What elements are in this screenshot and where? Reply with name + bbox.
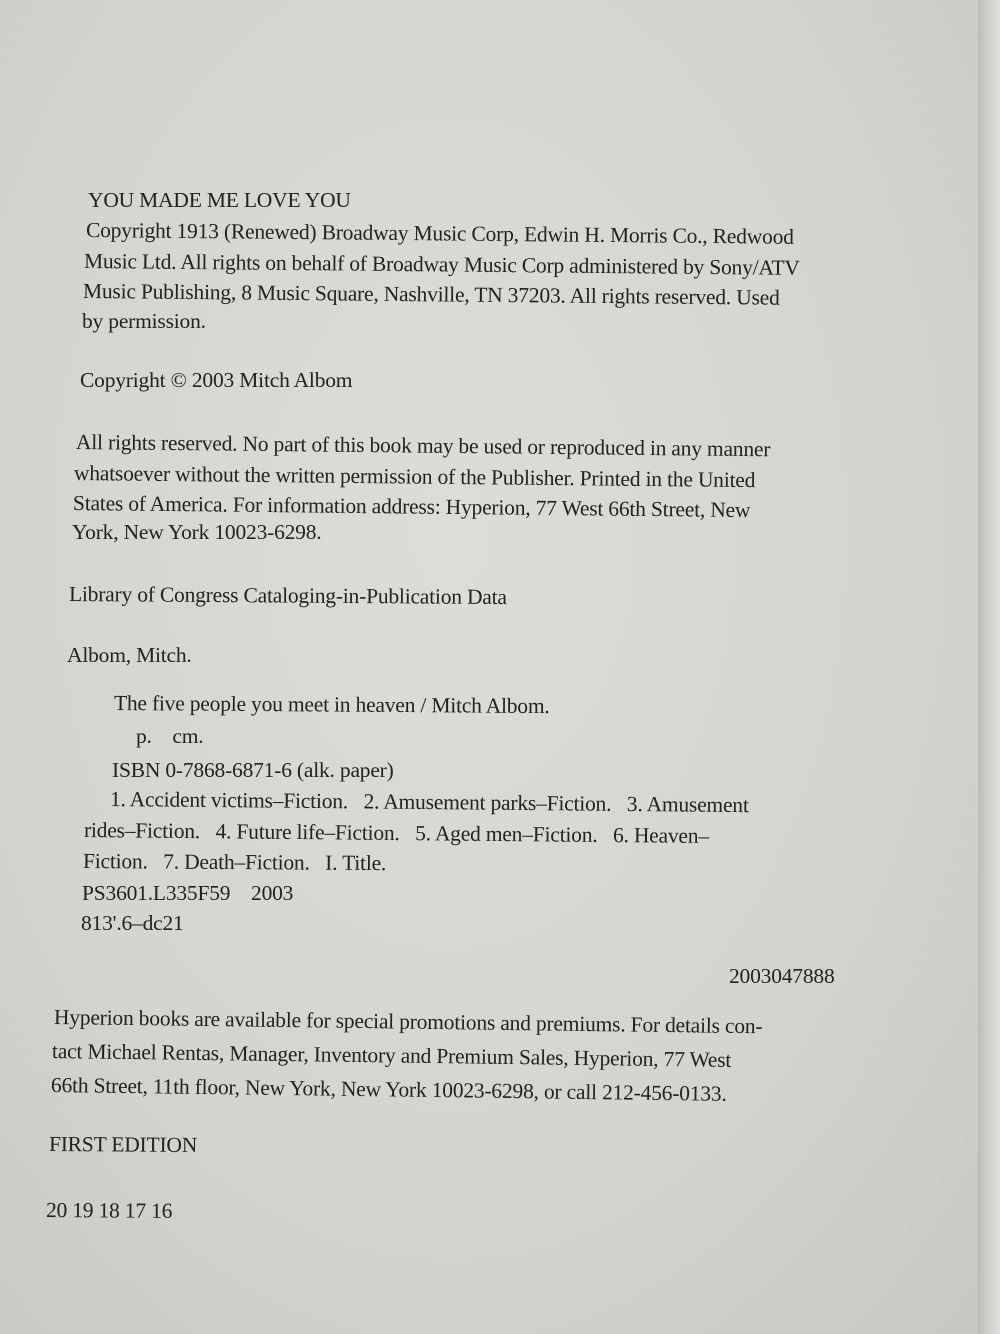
sales-line: tact Michael Rentas, Manager, Inventory and Premium Sales, Hyperion, 77 West [51, 1039, 732, 1072]
rights-line: York, New York 10023-6298. [72, 520, 322, 544]
cip-title: The five people you meet in heaven / Mitch Albom. [113, 691, 550, 719]
edition: FIRST EDITION [48, 1132, 198, 1158]
cip-lccn: 2003047888 [729, 964, 835, 988]
cip-dewey: 813'.6–dc21 [81, 911, 184, 935]
rights-line: All rights reserved. No part of this book may be used or reproduced in any manner [75, 430, 771, 462]
copyright-notice: Copyright © 2003 Mitch Albom [80, 368, 353, 392]
page-edge [978, 0, 1000, 1334]
song-line: Copyright 1913 (Renewed) Broadway Music Corp, Edwin H. Morris Co., Redwood [85, 218, 794, 249]
cip-isbn: ISBN 0-7868-6871-6 (alk. paper) [112, 758, 394, 782]
cip-author: Albom, Mitch. [67, 643, 192, 667]
song-line: Music Publishing, 8 Music Square, Nashville, TN 37203. All rights reserved. Used [82, 279, 780, 310]
cip-subject-line: rides–Fiction. 4. Future life–Fiction. 5. Aged men–Fiction. 6. Heaven– [83, 818, 710, 848]
sales-line: Hyperion books are available for special promotions and premiums. For details con- [53, 1005, 763, 1039]
song-title: YOU MADE ME LOVE YOU [88, 188, 351, 212]
cip-call-number: PS3601.L335F59 2003 [82, 881, 294, 905]
sales-line: 66th Street, 11th floor, New York, New York 10023-6298, or call 212-456-0133. [50, 1073, 727, 1106]
song-line: by permission. [82, 309, 206, 333]
rights-line: whatsoever without the written permission of the Publisher. Printed in the United [73, 461, 756, 493]
cip-heading: Library of Congress Cataloging-in-Publication Data [68, 582, 507, 610]
rights-line: States of America. For information address: Hyperion, 77 West 66th Street, New [72, 491, 751, 523]
cip-pcm: p. cm. [136, 724, 204, 748]
printing-line: 20 19 18 17 16 [45, 1198, 173, 1223]
cip-subject-line: Fiction. 7. Death–Fiction. I. Title. [82, 849, 387, 876]
cip-subject-line: 1. Accident victims–Fiction. 2. Amusement parks–Fiction. 3. Amusement [109, 787, 749, 818]
song-line: Music Ltd. All rights on behalf of Broadway Music Corp administered by Sony/ATV [83, 249, 800, 280]
